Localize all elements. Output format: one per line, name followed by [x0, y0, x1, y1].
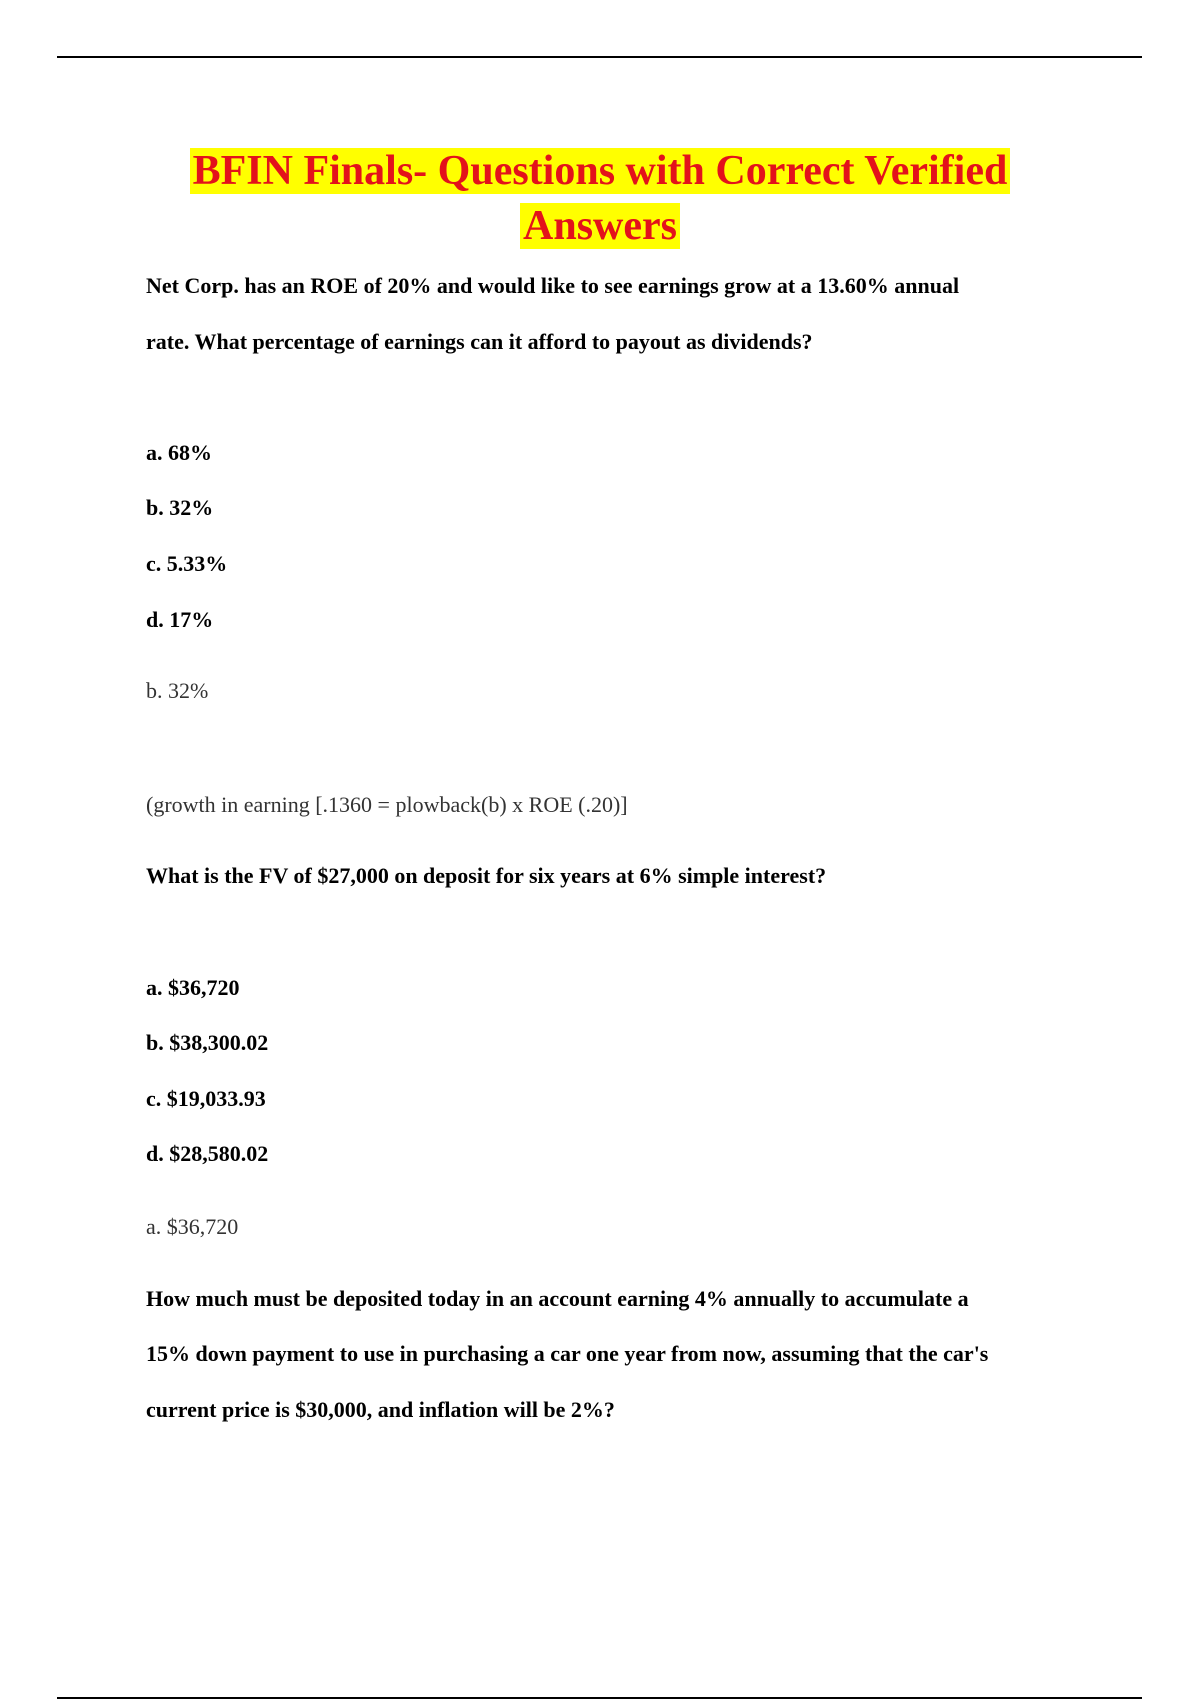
question-2-text-line-1: What is the FV of $27,000 on deposit for six years at 6% simple interest? — [146, 863, 827, 888]
question-1-option-b: b. 32% — [146, 495, 214, 520]
document-title-line-1 — [0, 144, 1200, 199]
question-2-option-b: b. $38,300.02 — [146, 1030, 269, 1055]
question-2-answer: a. $36,720 — [146, 1214, 239, 1239]
question-3-text-line-1: How much must be deposited today in an account earning 4% annually to accumulate a — [146, 1286, 969, 1311]
question-1-option-c: c. 5.33% — [146, 551, 228, 576]
question-1-option-a: a. 68% — [146, 440, 212, 465]
question-1-answer: b. 32% — [146, 678, 209, 703]
question-1-text-line-1: Net Corp. has an ROE of 20% and would like to see earnings grow at a 13.60% annual — [146, 273, 960, 298]
question-2-option-d: d. $28,580.02 — [146, 1141, 269, 1166]
question-3-text-line-3: current price is $30,000, and inflation will be 2%? — [146, 1397, 615, 1422]
question-1-text-line-2: rate. What percentage of earnings can it afford to payout as dividends? — [146, 329, 813, 354]
document-title-line-2 — [0, 199, 1200, 254]
top-rule — [57, 56, 1142, 58]
question-3-text-line-2: 15% down payment to use in purchasing a car one year from now, assuming that the car's — [146, 1341, 989, 1366]
question-1-option-d: d. 17% — [146, 607, 214, 632]
question-2-option-c: c. $19,033.93 — [146, 1086, 266, 1111]
question-2-option-a: a. $36,720 — [146, 975, 240, 1000]
question-1-explanation: (growth in earning [.1360 = plowback(b) x ROE (.20)] — [146, 792, 628, 817]
title-highlight: BFIN Finals- Questions with Correct Verified — [190, 148, 1011, 194]
bottom-rule — [57, 1697, 1142, 1699]
title-highlight: Answers — [520, 203, 680, 249]
